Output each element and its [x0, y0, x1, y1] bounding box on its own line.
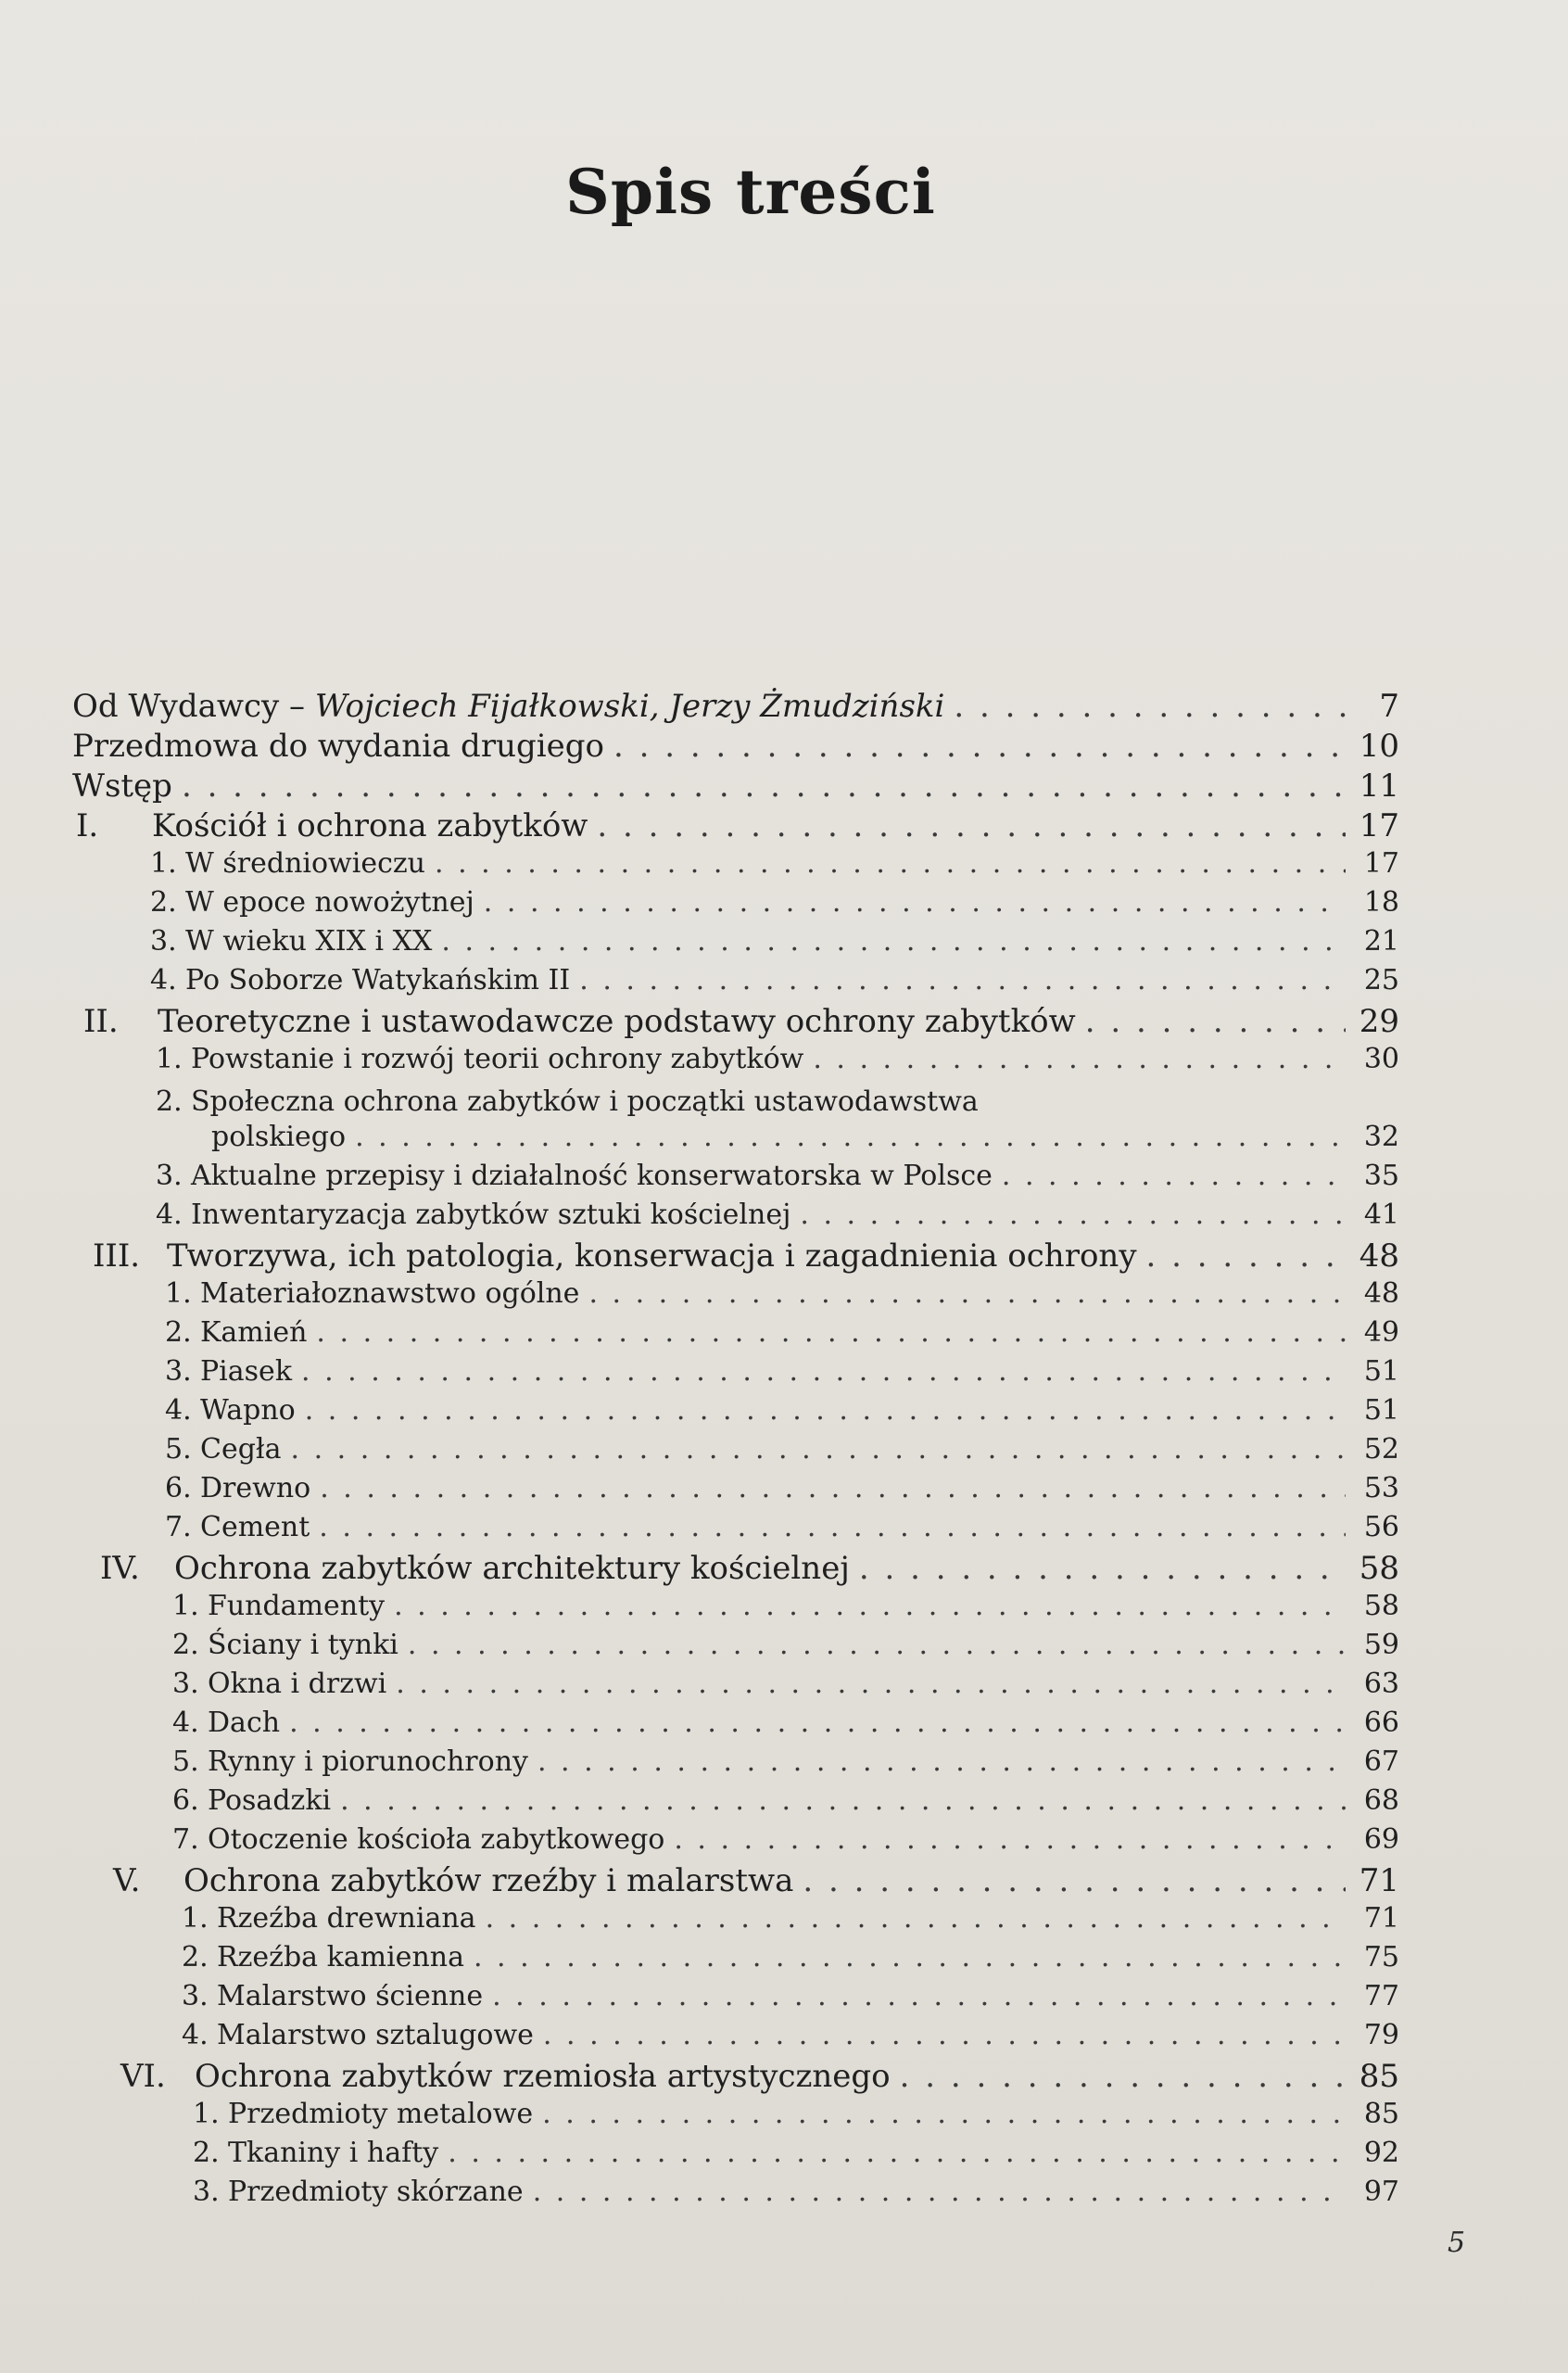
chapter-heading: [100, 1550, 850, 1587]
section-title: Fundamenty: [208, 1590, 386, 1622]
section-heading: [182, 1941, 464, 1973]
section-number: 2.: [165, 1316, 192, 1349]
section-title: Malarstwo ścienne: [217, 1980, 484, 2012]
section-title: Rzeźba kamienna: [217, 1941, 464, 1973]
dot-leader: [316, 1316, 1346, 1349]
dot-leader: [813, 1043, 1346, 1075]
dot-leader: [674, 1823, 1346, 1856]
dot-leader: [305, 1394, 1346, 1427]
section-title-line: [156, 1085, 979, 1118]
dot-leader: [543, 2019, 1346, 2051]
section-title: Materiałoznawstwo ogólne: [200, 1277, 580, 1310]
section-number: 1.: [156, 1043, 183, 1075]
section-page: 48: [1363, 1277, 1399, 1310]
section-page: 21: [1363, 925, 1399, 958]
section-heading: [172, 1707, 280, 1739]
toc-section: [172, 1823, 1399, 1860]
chapter-title: Ochrona zabytków architektury kościelnej: [174, 1550, 850, 1587]
section-heading: [182, 1902, 476, 1935]
section-number: 1.: [193, 2098, 220, 2130]
dot-leader: [474, 1941, 1346, 1973]
dot-leader: [486, 1902, 1346, 1935]
section-title: W epoce nowożytnej: [185, 886, 474, 919]
toc-section: [165, 1355, 1399, 1392]
section-page: 59: [1363, 1629, 1399, 1661]
chapter-title: Teoretyczne i ustawodawcze podstawy ochrony zabytków: [158, 1003, 1076, 1040]
section-heading: [172, 1629, 398, 1661]
dot-leader: [340, 1784, 1346, 1817]
section-number: 5.: [172, 1745, 199, 1778]
toc-section: [182, 1902, 1399, 1939]
section-heading: [182, 1980, 483, 2012]
toc-chapter: [76, 807, 1399, 844]
section-page: 68: [1363, 1784, 1399, 1817]
chapter-title: Ochrona zabytków rzeźby i malarstwa: [183, 1862, 794, 1899]
section-number: 1.: [165, 1277, 192, 1310]
chapter-number: II.: [83, 1003, 119, 1040]
entry-label: Od Wydawcy –: [72, 688, 315, 725]
entry-title: [72, 728, 604, 765]
chapter-number: I.: [76, 807, 99, 844]
toc-section: [172, 1745, 1399, 1783]
section-heading: [165, 1394, 296, 1427]
section-title: Okna i drzwi: [208, 1668, 387, 1700]
chapter-number: V.: [113, 1862, 141, 1899]
dot-leader: [291, 1433, 1346, 1466]
section-heading: [150, 925, 432, 958]
entry-page: 11: [1359, 768, 1399, 805]
dot-leader: [954, 688, 1346, 725]
section-number: 4.: [156, 1199, 183, 1231]
section-number: 2.: [150, 886, 177, 919]
section-heading: [150, 964, 570, 996]
section-heading: [150, 847, 425, 880]
section-heading: [172, 1668, 386, 1700]
section-title: Cegła: [200, 1433, 282, 1466]
toc-section: [165, 1277, 1399, 1314]
section-page: 97: [1363, 2176, 1399, 2208]
toc-section: [172, 1590, 1399, 1627]
section-heading: [193, 2098, 533, 2130]
section-page: 35: [1363, 1160, 1399, 1192]
section-page: 17: [1363, 847, 1399, 880]
section-number: 4.: [182, 2019, 209, 2051]
section-number: 4.: [150, 964, 177, 996]
section-page: 75: [1363, 1941, 1399, 1973]
section-title: Tkaniny i hafty: [228, 2137, 439, 2169]
section-page: 18: [1363, 886, 1399, 919]
section-number: 2.: [172, 1629, 199, 1661]
section-title: Po Soborze Watykańskim II: [185, 964, 571, 996]
section-page: 41: [1363, 1199, 1399, 1231]
section-title: Powstanie i rozwój teorii ochrony zabytków: [191, 1043, 804, 1075]
section-title: Przedmioty metalowe: [228, 2098, 534, 2130]
dot-leader: [1146, 1237, 1346, 1275]
section-page: 92: [1363, 2137, 1399, 2169]
toc-section: [165, 1316, 1399, 1353]
dot-leader: [537, 1745, 1346, 1778]
toc-section: [150, 886, 1399, 923]
toc-section: [150, 925, 1399, 962]
toc-front-entry: [72, 728, 1399, 765]
section-heading: [156, 1199, 790, 1231]
section-heading: [165, 1433, 282, 1466]
dot-leader: [803, 1862, 1346, 1899]
section-title: Rynny i piorunochrony: [208, 1745, 528, 1778]
section-number: 3.: [165, 1355, 192, 1388]
toc-chapter: [83, 1003, 1399, 1040]
chapter-page: 85: [1359, 2058, 1399, 2095]
chapter-heading: [113, 1862, 793, 1899]
section-page: 51: [1363, 1394, 1399, 1427]
section-title: Kamień: [200, 1316, 308, 1349]
dot-leader: [441, 925, 1346, 958]
section-page: 79: [1363, 2019, 1399, 2051]
section-heading: [165, 1511, 310, 1543]
entry-title: [72, 768, 172, 805]
section-title: Dach: [208, 1707, 281, 1739]
section-number: 3.: [172, 1668, 199, 1700]
toc-section: [172, 1707, 1399, 1744]
section-title: Aktualne przepisy i działalność konserwatorska w Polsce: [191, 1160, 993, 1192]
chapter-page: 17: [1359, 807, 1399, 844]
dot-leader: [579, 964, 1346, 996]
section-number: 3.: [182, 1980, 209, 2012]
dot-leader: [396, 1668, 1346, 1700]
chapter-page: 29: [1359, 1003, 1399, 1040]
toc-section: [150, 847, 1399, 884]
toc-section: [182, 1941, 1399, 1978]
section-heading: [182, 2019, 534, 2051]
section-heading: [172, 1823, 664, 1856]
section-heading: [193, 2176, 524, 2208]
section-heading: [165, 1355, 292, 1388]
chapter-number: III.: [93, 1237, 141, 1275]
toc-chapter: [100, 1550, 1399, 1587]
dot-leader: [542, 2098, 1346, 2130]
toc-section: [172, 1629, 1399, 1666]
section-heading: [165, 1277, 579, 1310]
page-title: Spis treści: [565, 156, 936, 228]
toc-section: [211, 1121, 1399, 1158]
page-number: 5: [1448, 2227, 1466, 2259]
section-page: 69: [1363, 1823, 1399, 1856]
section-title: Ściany i tynki: [208, 1629, 398, 1661]
section-page: 56: [1363, 1511, 1399, 1543]
toc-section: [182, 1980, 1399, 2017]
section-number: 3.: [156, 1160, 183, 1192]
section-page: 30: [1363, 1043, 1399, 1075]
section-number: 6.: [172, 1784, 199, 1817]
section-page: 58: [1363, 1590, 1399, 1622]
toc-front-entry: [72, 688, 1399, 725]
dot-leader: [394, 1590, 1346, 1622]
section-number: 7.: [172, 1823, 199, 1856]
section-title-continued: polskiego: [211, 1121, 347, 1153]
toc-section: [165, 1472, 1399, 1509]
dot-leader: [319, 1511, 1346, 1543]
dot-leader: [448, 2137, 1346, 2169]
section-title: Piasek: [200, 1355, 292, 1388]
section-title: Malarstwo sztalugowe: [217, 2019, 534, 2051]
section-number: 4.: [165, 1394, 192, 1427]
dot-leader: [492, 1980, 1346, 2012]
section-number: 1.: [172, 1590, 199, 1622]
toc-section: [172, 1784, 1399, 1821]
section-heading: [172, 1784, 331, 1817]
chapter-title: Kościół i ochrona zabytków: [152, 807, 588, 844]
dot-leader: [182, 768, 1346, 805]
dot-leader: [484, 886, 1346, 919]
toc-section: [165, 1433, 1399, 1470]
chapter-number: VI.: [120, 2058, 166, 2095]
chapter-heading: [83, 1003, 1076, 1040]
section-number: 2.: [193, 2137, 220, 2169]
section-page: 66: [1363, 1707, 1399, 1739]
toc-chapter: [120, 2058, 1399, 2095]
section-number: 1.: [150, 847, 177, 880]
section-heading: [150, 886, 474, 919]
section-number: 1.: [182, 1902, 209, 1935]
chapter-page: 71: [1359, 1862, 1399, 1899]
toc-chapter: [113, 1862, 1399, 1899]
dot-leader: [588, 1277, 1346, 1310]
chapter-title: Ochrona zabytków rzemiosła artystycznego: [195, 2058, 891, 2095]
section-title: Wapno: [200, 1394, 296, 1427]
section-heading: [172, 1590, 385, 1622]
toc-section: [156, 1199, 1399, 1236]
toc-section: [156, 1160, 1399, 1197]
dot-leader: [289, 1707, 1346, 1739]
chapter-heading: [93, 1237, 1137, 1275]
dot-leader: [435, 847, 1346, 880]
dot-leader: [613, 728, 1346, 765]
section-title: Inwentaryzacja zabytków sztuki kościelnej: [191, 1199, 791, 1231]
section-page: 25: [1363, 964, 1399, 996]
section-page: 71: [1363, 1902, 1399, 1935]
section-page: 77: [1363, 1980, 1399, 2012]
dot-leader: [1002, 1160, 1346, 1192]
chapter-number: IV.: [100, 1550, 140, 1587]
section-heading: [156, 1043, 803, 1075]
dot-leader: [800, 1199, 1346, 1231]
entry-page: 10: [1359, 728, 1399, 765]
section-number: 6.: [165, 1472, 192, 1504]
section-heading: [193, 2137, 438, 2169]
section-page: 51: [1363, 1355, 1399, 1388]
section-title: Przedmioty skórzane: [228, 2176, 524, 2208]
section-number: 3.: [193, 2176, 220, 2208]
chapter-page: 58: [1359, 1550, 1399, 1587]
entry-label: Wstęp: [72, 768, 172, 805]
toc-front-entry: [72, 768, 1399, 805]
section-title: W średniowieczu: [185, 847, 425, 880]
entry-author: Wojciech Fijałkowski, Jerzy Żmudziński: [314, 688, 945, 725]
dot-leader: [900, 2058, 1346, 2095]
section-title: Rzeźba drewniana: [217, 1902, 476, 1935]
section-number: 5.: [165, 1433, 192, 1466]
toc-chapter: [93, 1237, 1399, 1275]
toc-section: [193, 2137, 1399, 2174]
section-number: 2.: [182, 1941, 209, 1973]
section-heading: [165, 1472, 310, 1504]
section-title: W wieku XIX i XX: [185, 925, 433, 958]
dot-leader: [1085, 1003, 1346, 1040]
entry-page: 7: [1379, 688, 1399, 725]
entry-label: Przedmowa do wydania drugiego: [72, 728, 604, 765]
section-number: 3.: [150, 925, 177, 958]
dot-leader: [301, 1355, 1346, 1388]
chapter-heading: [76, 807, 588, 844]
section-page: 52: [1363, 1433, 1399, 1466]
section-title: Posadzki: [208, 1784, 332, 1817]
section-heading: [165, 1316, 307, 1349]
section-title: Otoczenie kościoła zabytkowego: [208, 1823, 665, 1856]
section-page: 53: [1363, 1472, 1399, 1504]
dot-leader: [533, 2176, 1346, 2208]
section-title: Społeczna ochrona zabytków i początki ustawodawstwa: [191, 1085, 979, 1118]
dot-leader: [320, 1472, 1346, 1504]
section-page: 49: [1363, 1316, 1399, 1349]
section-number: 4.: [172, 1707, 199, 1739]
toc-section: [150, 964, 1399, 1001]
dot-leader: [355, 1121, 1346, 1153]
section-title: Drewno: [200, 1472, 311, 1504]
section-heading: [156, 1160, 993, 1192]
section-page: 67: [1363, 1745, 1399, 1778]
chapter-title: Tworzywa, ich patologia, konserwacja i zagadnienia ochrony: [167, 1237, 1137, 1275]
toc-section: [156, 1043, 1399, 1080]
section-heading: [172, 1745, 528, 1778]
section-page: 63: [1363, 1668, 1399, 1700]
dot-leader: [597, 807, 1346, 844]
section-number: 7.: [165, 1511, 192, 1543]
toc-section: [193, 2176, 1399, 2213]
toc-section: [193, 2098, 1399, 2135]
section-number: 2.: [156, 1085, 183, 1118]
toc-section: [182, 2019, 1399, 2056]
toc-section: [165, 1511, 1399, 1548]
dot-leader: [408, 1629, 1346, 1661]
section-page: 85: [1363, 2098, 1399, 2130]
section-page: 32: [1363, 1121, 1399, 1153]
dot-leader: [859, 1550, 1346, 1587]
section-title: Cement: [200, 1511, 310, 1543]
chapter-page: 48: [1359, 1237, 1399, 1275]
toc-section: [172, 1668, 1399, 1705]
chapter-heading: [120, 2058, 891, 2095]
entry-title: [72, 688, 944, 725]
toc-section: [165, 1394, 1399, 1431]
